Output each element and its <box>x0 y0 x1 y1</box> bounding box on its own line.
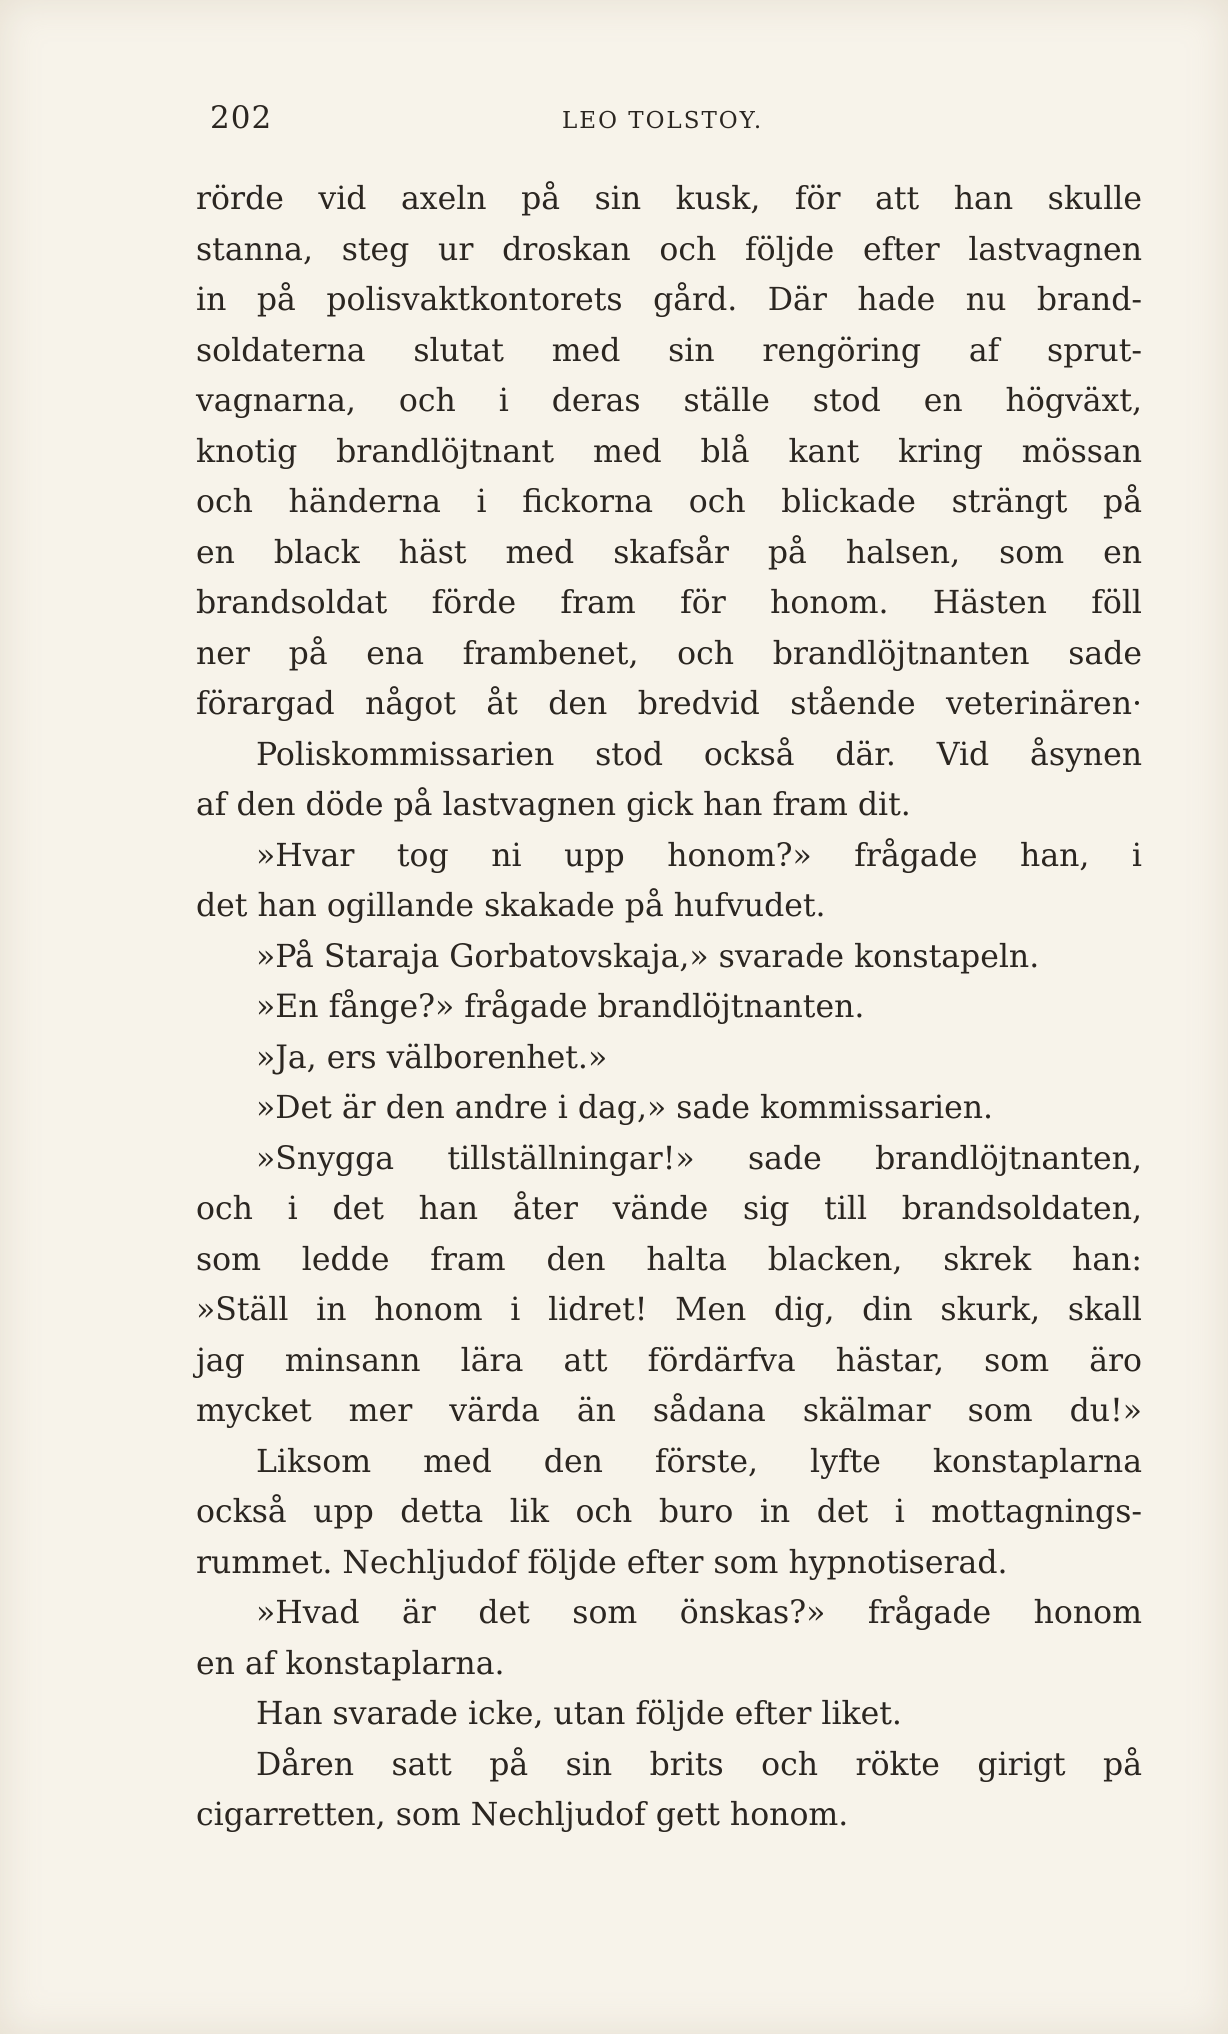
text-line: »Ställ in honom i lidret! Men dig, din skurk, skall <box>196 1292 1142 1328</box>
text-line: »Ja, ers välborenhet.» <box>256 1039 608 1076</box>
body-text <box>196 174 1142 1841</box>
text-line: »Hvad är det som önskas?» frågade honom <box>256 1595 1142 1631</box>
text-line: cigarretten, som Nechljudof gett honom. <box>196 1797 849 1833</box>
text-line: ner på ena frambenet, och brandlöjtnanten sade <box>196 635 1142 672</box>
text-line: mycket mer värda än sådana skälmar som du!» <box>196 1393 1142 1429</box>
text-line: också upp detta lik och buro in det i mottagnings- <box>196 1494 1142 1530</box>
text-line: knotig brandlöjtnant med blå kant kring mössan <box>196 433 1142 470</box>
text-line: in på polisvaktkontorets gård. Där hade nu brand- <box>196 282 1142 318</box>
text-line: vagnarna, och i deras ställe stod en högväxt, <box>196 383 1142 419</box>
text-line: soldaterna slutat med sin rengöring af sprut- <box>196 332 1142 369</box>
text-line: af den döde på lastvagnen gick han fram dit. <box>196 787 911 823</box>
text-line: och i det han åter vände sig till brandsoldaten, <box>196 1191 1142 1227</box>
text-line: Han svarade icke, utan följde efter liket. <box>256 1696 902 1732</box>
text-line: Dåren satt på sin brits och rökte girigt på <box>256 1746 1142 1783</box>
text-line: Liksom med den förste, lyfte konstaplarna <box>256 1443 1142 1480</box>
text-line: »Snygga tillställningar!» sade brandlöjtnanten, <box>256 1140 1142 1177</box>
text-line: förargad något åt den bredvid stående veterinären· <box>196 686 1142 722</box>
page-header <box>210 100 1140 150</box>
text-line: en black häst med skafsår på halsen, som en <box>196 534 1142 571</box>
text-line: det han ogillande skakade på hufvudet. <box>196 888 826 924</box>
text-line: rörde vid axeln på sin kusk, för att han skulle <box>196 181 1142 217</box>
page-number: 202 <box>210 100 273 136</box>
text-line: Poliskommissarien stod också där. Vid åsynen <box>256 736 1142 773</box>
text-line: »En fånge?» frågade brandlöjtnanten. <box>256 989 865 1025</box>
text-line: en af konstaplarna. <box>196 1645 505 1682</box>
text-line: rummet. Nechljudof följde efter som hypnotiserad. <box>196 1544 1008 1581</box>
text-line: jag minsann lära att fördärfva hästar, som äro <box>196 1342 1142 1379</box>
text-line: »Hvar tog ni upp honom?» frågade han, i <box>256 837 1142 874</box>
text-line: och händerna i fickorna och blickade strängt på <box>196 484 1142 520</box>
text-line: »På Staraja Gorbatovskaja,» svarade konstapeln. <box>256 938 1040 975</box>
text-line: stanna, steg ur droskan och följde efter lastvagnen <box>196 231 1142 268</box>
text-line: »Det är den andre i dag,» sade kommissarien. <box>256 1090 994 1126</box>
text-line: som ledde fram den halta blacken, skrek han: <box>196 1241 1142 1278</box>
text-line: brandsoldat förde fram för honom. Hästen föll <box>196 585 1142 621</box>
running-head: LEO TOLSTOY. <box>562 108 764 134</box>
